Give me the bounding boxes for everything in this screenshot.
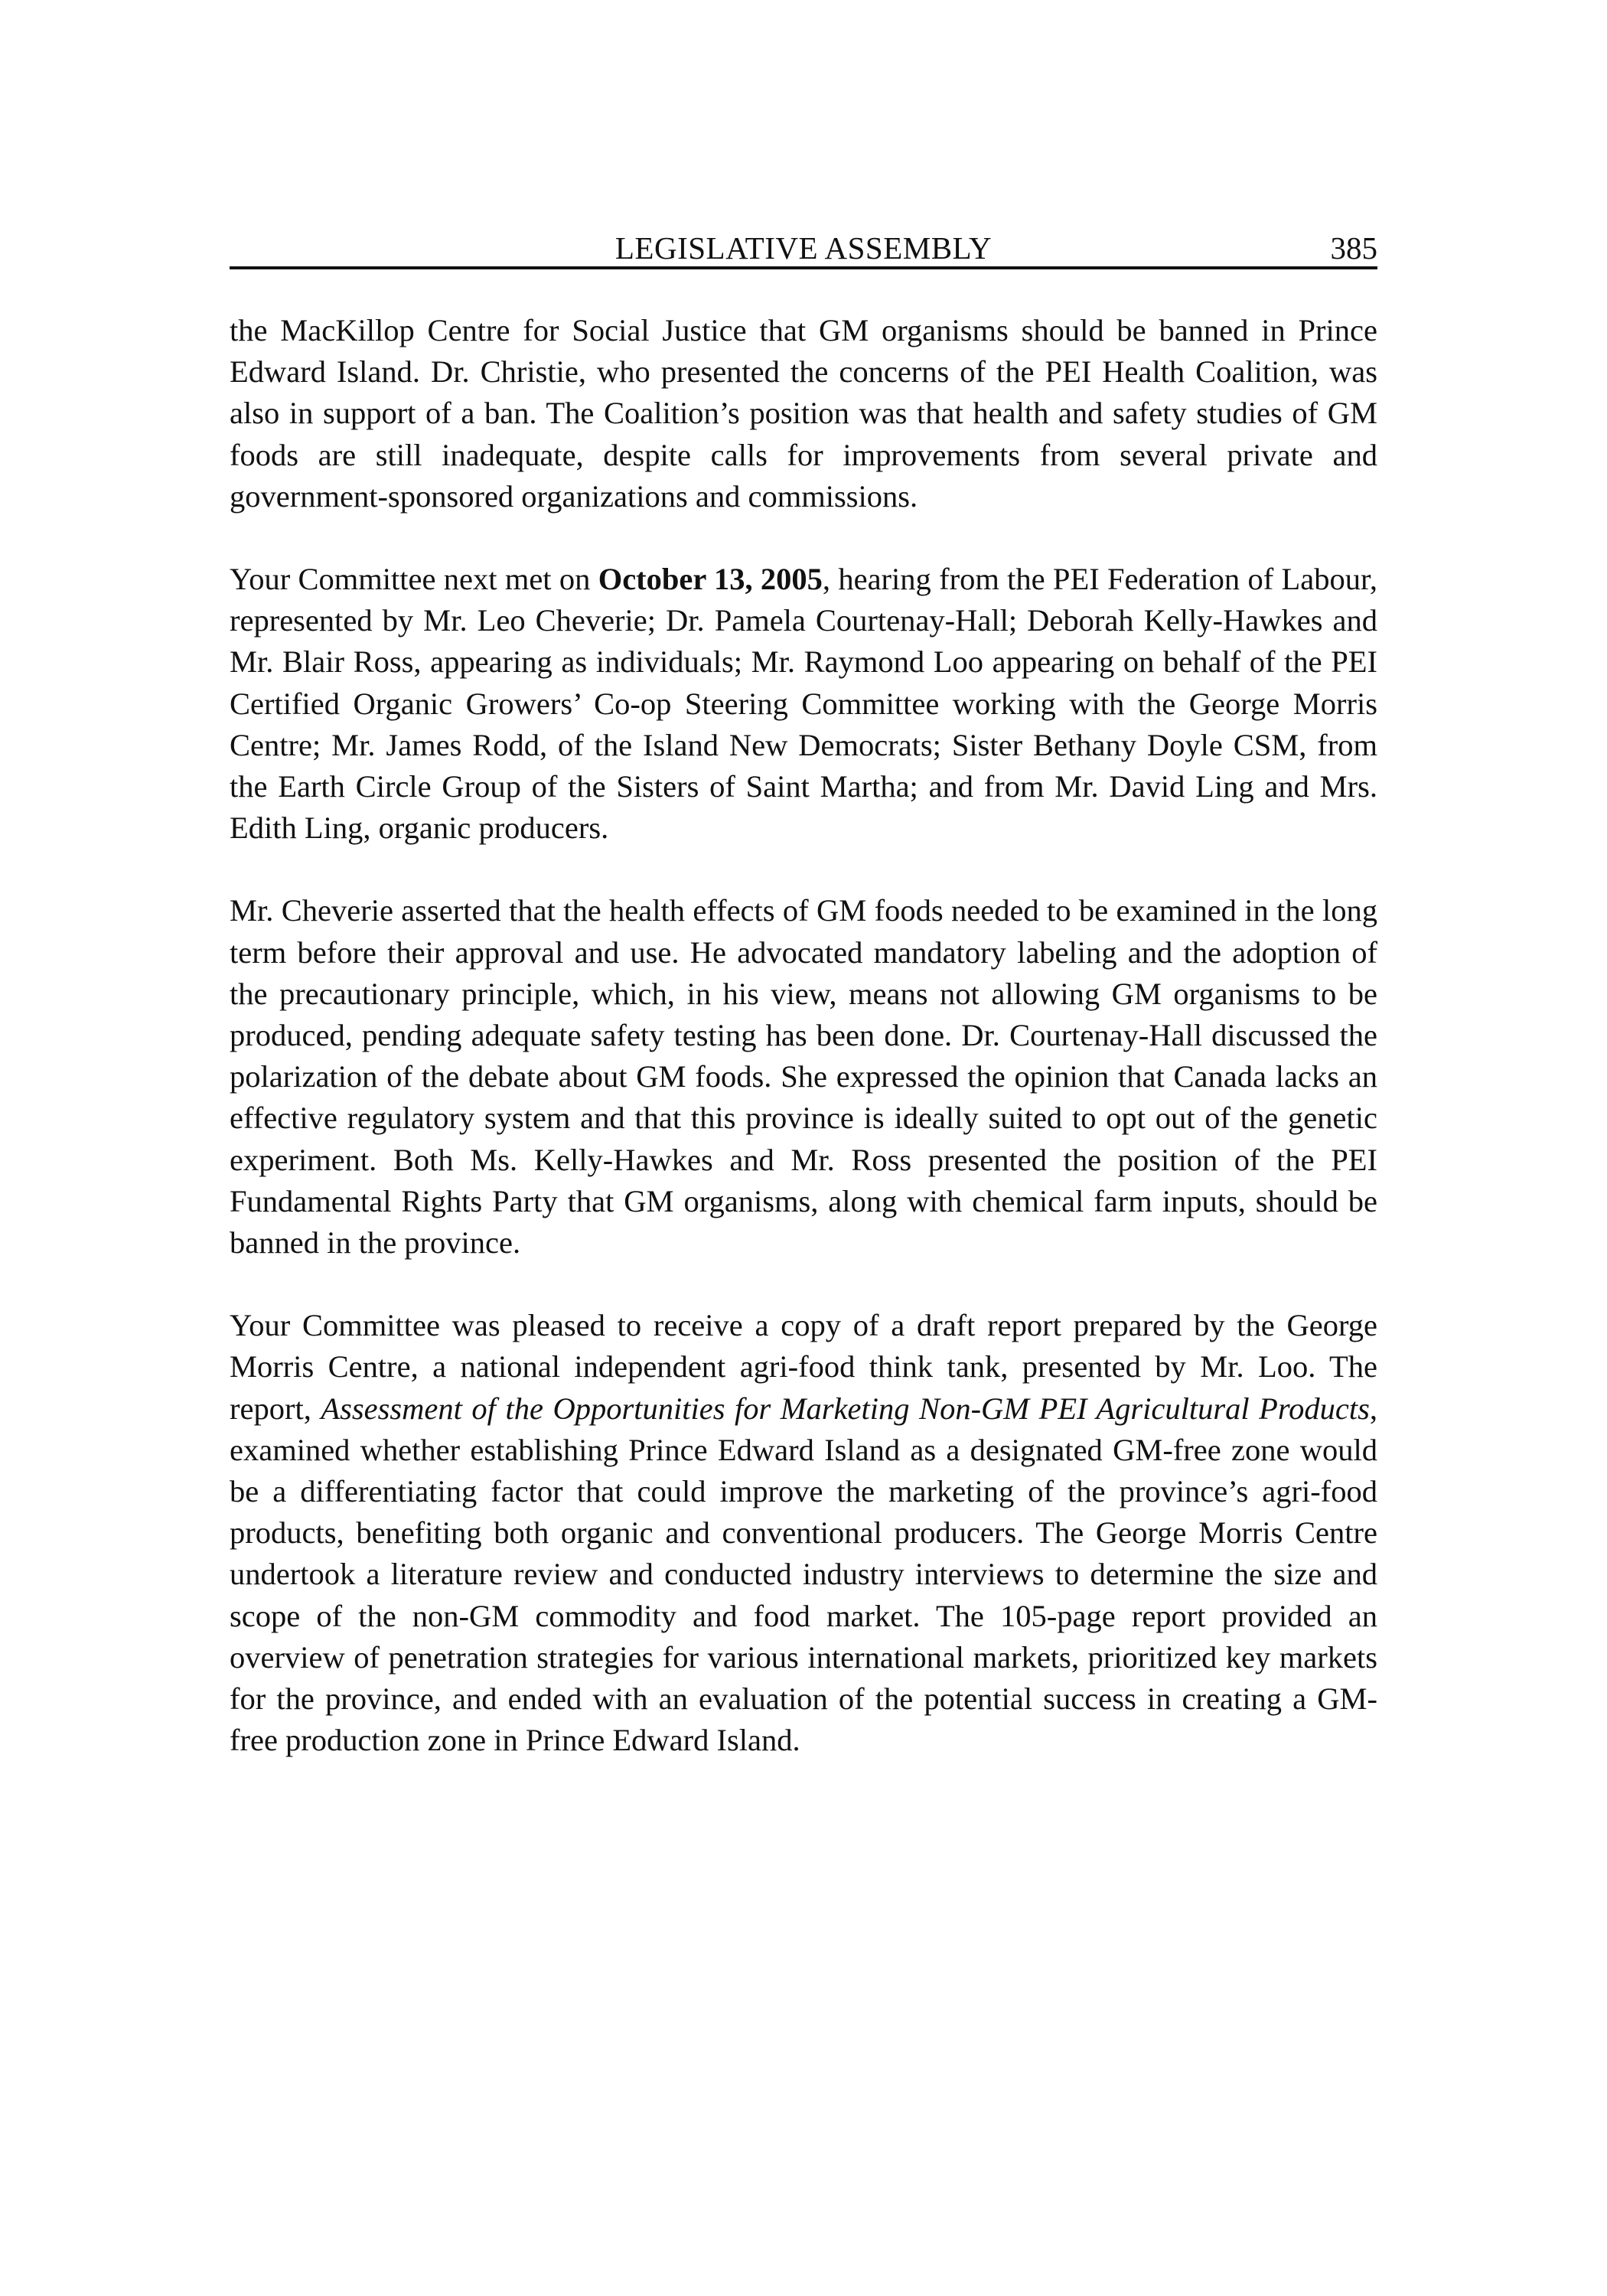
paragraph-2-rest: , hearing from the PEI Federation of Labour, represented by Mr. Leo Cheverie; Dr. Pamela Courtenay-Hall; Deborah Kelly-Hawkes and Mr. Blair Ross, appearing as individuals; Mr. Raymond Loo appearing on behalf of the PEI Certified Organic Growers’ Co-op Steering Committee working with the George Morris Centre; Mr. James Rodd, of the Island New Democrats; Sister Bethany Doyle CSM, from the Earth Circle Group of the Sisters of Saint Martha; and from Mr. David Ling and Mrs. Edith Ling, organic producers. — [230, 562, 1377, 846]
paragraph-2-lead: Your Committee next met on — [230, 562, 598, 597]
body-text — [230, 310, 1377, 1762]
running-header — [230, 230, 1377, 269]
header-title: LEGISLATIVE ASSEMBLY — [614, 230, 993, 266]
paragraph-4-lead: Your Committee was pleased to receive a copy of a draft report prepared by the George Morris Centre, a national independent agri-food think tank, presented by Mr. Loo. The report, — [230, 1308, 1377, 1426]
document-page — [230, 230, 1377, 1762]
paragraph-4 — [230, 1305, 1377, 1761]
paragraph-1-text: the MacKillop Centre for Social Justice that GM organisms should be banned in Prince Edward Island. Dr. Christie, who presented the concerns of the PEI Health Coalition, was also in support of a ban. The Coalition’s position was that health and safety studies of GM foods are still inadequate, despite calls for improvements from several private and government-sponsored organizations and commissions. — [230, 313, 1377, 514]
paragraph-3 — [230, 890, 1377, 1264]
paragraph-1 — [230, 310, 1377, 517]
page-number: 385 — [1330, 230, 1377, 266]
paragraph-4-rest: , examined whether establishing Prince Edward Island as a designated GM-free zone would be a differentiating factor that could improve the marketing of the province’s agri-food products, benefiting both organic and conventional producers. The George Morris Centre undertook a literature review and conducted industry interviews to determine the size and scope of the non-GM commodity and food market. The 105-page report provided an overview of penetration strategies for various international markets, prioritized key markets for the province, and ended with an evaluation of the potential success in creating a GM-free production zone in Prince Edward Island. — [230, 1391, 1378, 1758]
meeting-date: October 13, 2005 — [598, 562, 823, 597]
report-title: Assessment of the Opportunities for Marketing Non-GM PEI Agricultural Products — [321, 1391, 1370, 1426]
paragraph-3-text: Mr. Cheverie asserted that the health effects of GM foods needed to be examined in the long term before their approval and use. He advocated mandatory labeling and the adoption of the precautionary principle, which, in his view, means not allowing GM organisms to be produced, pending adequate safety testing has been done. Dr. Courtenay-Hall discussed the polarization of the debate about GM foods. She expressed the opinion that Canada lacks an effective regulatory system and that this province is ideally suited to opt out of the genetic experiment. Both Ms. Kelly-Hawkes and Mr. Ross presented the position of the PEI Fundamental Rights Party that GM organisms, along with chemical farm inputs, should be banned in the province. — [230, 893, 1377, 1261]
paragraph-2 — [230, 559, 1377, 849]
